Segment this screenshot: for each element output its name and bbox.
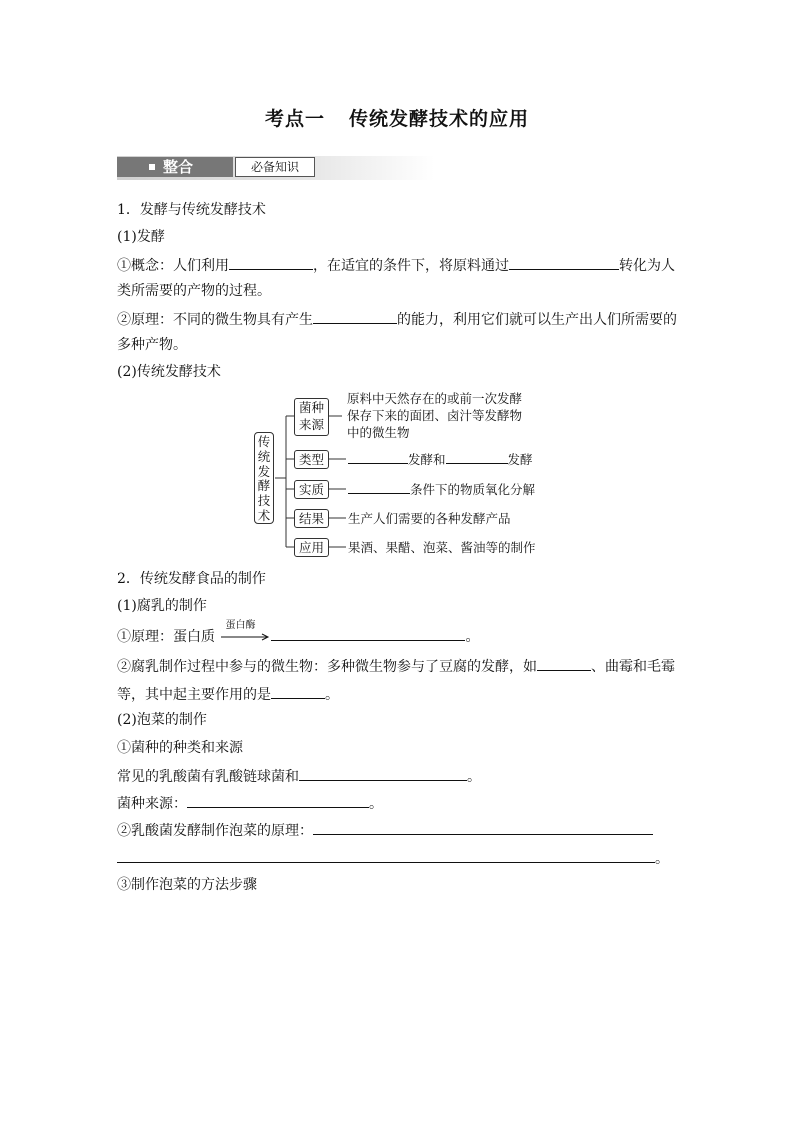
blank-field[interactable] — [348, 451, 408, 464]
source-text: 原料中天然存在的或前一次发酵 保存下来的面团、卤汁等发酵物 中的微生物 — [347, 391, 523, 440]
sufu-principle-line: ①原理：蛋白质 蛋白酶 。 — [117, 626, 479, 646]
blank-field[interactable] — [537, 656, 591, 671]
blank-field[interactable] — [348, 481, 410, 494]
section1-sub2: (2)传统发酵技术 — [117, 364, 221, 380]
principle-text-b: 的能力，利用它们就可以生产出人们所需要的 — [397, 312, 677, 328]
blank-field[interactable] — [271, 684, 325, 699]
kimchi-q1: ①菌种的种类和来源 — [117, 740, 243, 756]
square-bullet-icon — [149, 164, 155, 170]
diagram-box-type: 类型 — [294, 450, 329, 469]
section1-sub1: (1)发酵 — [117, 229, 165, 245]
diagram-box-result: 结果 — [294, 509, 329, 528]
kimchi-q3: 菌种来源： 。 — [117, 793, 383, 813]
banner-tag: 必备知识 — [235, 157, 315, 177]
section-banner — [117, 156, 435, 180]
kimchi-q4: ②乳酸菌发酵制作泡菜的原理： — [117, 820, 653, 840]
blank-field[interactable] — [117, 848, 655, 863]
kimchi-q4-line-2: 。 — [117, 848, 669, 868]
diagram-box-application: 应用 — [294, 538, 329, 557]
diagram-box-source: 菌种 来源 — [294, 398, 329, 436]
principle-text-a: ②原理：不同的微生物具有产生 — [117, 312, 313, 328]
diagram-box-essence: 实质 — [294, 480, 329, 499]
essence-text: 条件下的物质氧化分解 — [348, 481, 535, 498]
section1-heading: 1．发酵与传统发酵技术 — [117, 202, 266, 218]
right-arrow-icon — [219, 629, 271, 643]
blank-field[interactable] — [299, 766, 467, 781]
section2-heading: 2．传统发酵食品的制作 — [117, 571, 266, 587]
enzyme-label: 蛋白酶 — [225, 620, 256, 631]
section2-sub1: (1)腐乳的制作 — [117, 598, 207, 614]
reaction-arrow — [219, 620, 271, 641]
blank-field[interactable] — [271, 626, 465, 641]
blank-field[interactable] — [313, 309, 397, 324]
concept-line-2: 类所需要的产物的过程。 — [117, 283, 271, 299]
fermentation-diagram — [252, 388, 552, 560]
concept-text-c: 转化为人 — [619, 258, 675, 274]
concept-line — [117, 255, 675, 275]
title-part2: 传统发酵技术的应用 — [349, 108, 530, 130]
concept-text-b: ，在适宜的条件下，将原料通过 — [313, 258, 509, 274]
blank-field[interactable] — [509, 255, 619, 270]
sufu-microbe-line-2: 等，其中起主要作用的是 。 — [117, 684, 339, 704]
principle-line — [117, 309, 677, 329]
blank-field[interactable] — [187, 793, 369, 808]
blank-field[interactable] — [313, 820, 653, 835]
kimchi-q5: ③制作泡菜的方法步骤 — [117, 877, 257, 893]
concept-text-a: ①概念：人们利用 — [117, 258, 229, 274]
type-text: 发酵和 发酵 — [348, 451, 533, 468]
sufu-microbe-line: ②腐乳制作过程中参与的微生物：多种微生物参与了豆腐的发酵，如 、曲霉和毛霉 — [117, 656, 675, 676]
page-title — [0, 104, 794, 131]
blank-field[interactable] — [229, 255, 313, 270]
diagram-root-box: 传 统 发 酵 技 术 — [254, 432, 274, 524]
banner-label-block — [117, 157, 233, 177]
title-part1: 考点一 — [264, 108, 325, 130]
application-text: 果酒、果醋、泡菜、酱油等的制作 — [348, 540, 536, 555]
blank-field[interactable] — [446, 451, 508, 464]
kimchi-q2: 常见的乳酸菌有乳酸链球菌和 。 — [117, 766, 481, 786]
result-text: 生产人们需要的各种发酵产品 — [348, 511, 511, 526]
sufu-principle-text: ①原理：蛋白质 — [117, 629, 215, 645]
section2-sub2: (2)泡菜的制作 — [117, 712, 207, 728]
banner-label: 整合 — [163, 158, 194, 176]
principle-line-2: 多种产物。 — [117, 337, 187, 353]
